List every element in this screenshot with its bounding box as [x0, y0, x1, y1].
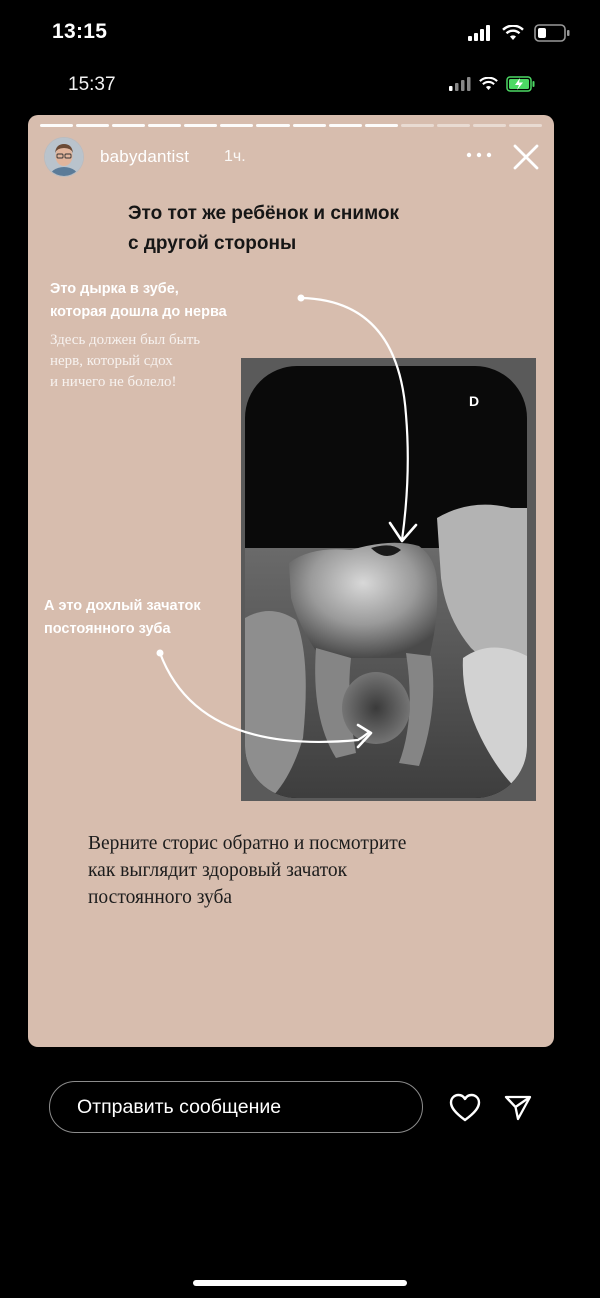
wifi-icon [502, 25, 524, 41]
progress-segment [401, 124, 434, 127]
story-title [128, 199, 488, 259]
story-title-line: Это тот же ребёнок и снимок [128, 203, 399, 224]
annotation-line: Здесь должен был быть [50, 332, 201, 348]
send-message-input[interactable] [49, 1081, 423, 1133]
cellular-signal-icon [449, 77, 471, 91]
caption-line: постоянного зуба [88, 887, 233, 908]
send-message-placeholder: Отправить сообщение [77, 1095, 282, 1118]
home-indicator[interactable] [193, 1280, 407, 1286]
inner-status-icons [449, 76, 536, 92]
status-bar-time: 13:15 [52, 20, 108, 43]
story-progress-bar [40, 124, 542, 127]
annotation-line: которая дошла до нерва [50, 304, 227, 320]
story-card[interactable] [28, 115, 554, 1047]
progress-segment [473, 124, 506, 127]
progress-segment [112, 124, 145, 127]
xray-picture [241, 358, 536, 801]
close-icon[interactable] [510, 141, 542, 173]
dental-xray-image [241, 358, 536, 801]
progress-segment [220, 124, 253, 127]
cellular-signal-icon [468, 25, 492, 41]
progress-segment [184, 124, 217, 127]
annotation-cavity [50, 278, 310, 324]
progress-segment [437, 124, 470, 127]
progress-segment [256, 124, 289, 127]
progress-segment [293, 124, 326, 127]
battery-icon [534, 24, 570, 42]
progress-segment [365, 124, 398, 127]
progress-segment [40, 124, 73, 127]
xray-marker-label: D [469, 393, 480, 409]
caption-line: как выглядит здоровый зачаток [88, 860, 348, 881]
annotation-dead-bud [44, 595, 284, 641]
progress-segment [76, 124, 109, 127]
caption-line: Верните сторис обратно и посмотрите [88, 833, 407, 854]
battery-charging-icon [506, 76, 536, 92]
annotation-line: Это дырка в зубе, [50, 281, 179, 297]
profile-photo [45, 138, 83, 176]
story-caption [88, 830, 528, 911]
progress-segment [148, 124, 181, 127]
annotation-line: и ничего не болело! [50, 374, 177, 390]
story-username[interactable]: babydantist [100, 147, 190, 166]
status-bar-icons [468, 22, 570, 44]
annotation-line: постоянного зуба [44, 621, 171, 637]
wifi-icon [479, 77, 498, 91]
avatar[interactable] [44, 137, 84, 177]
story-title-line: с другой стороны [128, 233, 297, 254]
annotation-line: А это дохлый зачаток [44, 598, 201, 614]
annotation-line: нерв, который сдох [50, 353, 173, 369]
more-dots-icon[interactable] [464, 145, 494, 165]
heart-icon[interactable] [449, 1093, 481, 1123]
progress-segment [329, 124, 362, 127]
inner-status-time: 15:37 [68, 74, 116, 95]
send-icon[interactable] [503, 1093, 533, 1123]
progress-segment [509, 124, 542, 127]
story-time-ago: 1ч. [224, 148, 246, 165]
